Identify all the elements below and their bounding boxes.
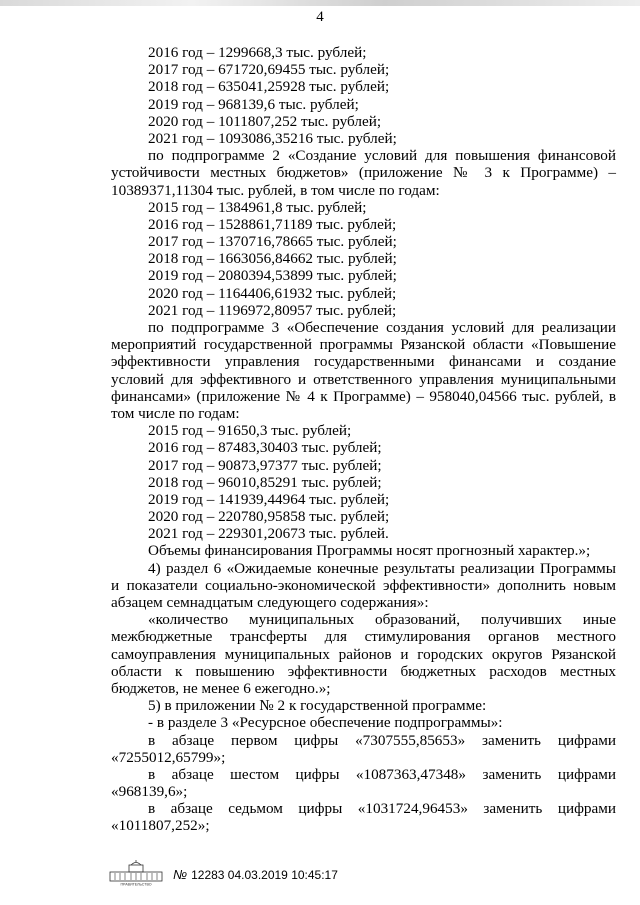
text-line: 4) раздел 6 «Ожидаемые конечные результаты реализации Программы xyxy=(148,559,616,577)
text-line: 2020 год – 1011807,252 тыс. рублей; xyxy=(148,112,382,130)
registration-number xyxy=(173,868,338,882)
text-line: 2015 год – 1384961,8 тыс. рублей; xyxy=(148,198,367,216)
text-line: 10389371,11304 тыс. рублей, в том числе по годам: xyxy=(111,181,440,199)
text-line: 2021 год – 1093086,35216 тыс. рублей; xyxy=(148,129,397,147)
text-line: самоуправления муниципальных районов и городских округов Рязанской xyxy=(111,645,616,663)
text-line: Объемы финансирования Программы носят прогнозный характер.»; xyxy=(148,542,591,560)
scan-edge xyxy=(0,0,640,6)
text-line: 2019 год – 141939,44964 тыс. рублей; xyxy=(148,490,390,508)
text-line: 2016 год – 1299668,3 тыс. рублей; xyxy=(148,44,367,61)
footer-stamp xyxy=(107,860,407,890)
text-line: - в разделе 3 «Ресурсное обеспечение подпрограммы»: xyxy=(148,714,503,732)
text-line: финансами» (приложение № 4 к Программе) – 958040,04566 тыс. рублей, в xyxy=(111,387,616,405)
government-building-logo xyxy=(107,860,165,886)
registration-text: 12283 04.03.2019 10:45:17 xyxy=(191,868,338,882)
text-line: «7255012,65799»; xyxy=(111,748,226,766)
text-line: 2021 год – 229301,20673 тыс. рублей. xyxy=(148,525,389,543)
text-line: 2020 год – 1164406,61932 тыс. рублей; xyxy=(148,284,397,302)
text-line: том числе по годам: xyxy=(111,404,240,422)
text-line: 2021 год – 1196972,80957 тыс. рублей; xyxy=(148,301,397,319)
text-line: в абзаце седьмом цифры «1031724,96453» заменить цифрами xyxy=(148,800,616,818)
number-sign: № xyxy=(173,867,188,882)
text-line: «968139,6»; xyxy=(111,783,188,801)
text-line: «количество муниципальных образований, получивших иные xyxy=(148,611,616,629)
text-line: 2018 год – 635041,25928 тыс. рублей; xyxy=(148,78,390,96)
text-line: и показатели социально-экономической эффективности» дополнить новым xyxy=(111,576,616,594)
text-line: условий для эффективного и ответственного управления муниципальными xyxy=(111,370,616,388)
text-line: 2016 год – 87483,30403 тыс. рублей; xyxy=(148,439,382,457)
logo-caption: ПРАВИТЕЛЬСТВО xyxy=(120,882,152,886)
text-line: межбюджетные трансферты для стимулирования органов местного xyxy=(111,628,616,646)
page-number: 4 xyxy=(316,9,324,25)
text-line: абзацем семнадцатым следующего содержания»: xyxy=(111,594,429,611)
text-line: бюджетов, не менее 6 ежегодно.»; xyxy=(111,679,331,697)
text-line: 2018 год – 1663056,84662 тыс. рублей; xyxy=(148,250,397,268)
text-line: 2019 год – 2080394,53899 тыс. рублей; xyxy=(148,267,397,285)
text-line: 2020 год – 220780,95858 тыс. рублей; xyxy=(148,508,390,526)
text-line: 5) в приложении № 2 к государственной программе: xyxy=(148,697,487,715)
text-line: в абзаце шестом цифры «1087363,47348» заменить цифрами xyxy=(148,765,616,783)
text-line: устойчивости местных бюджетов» (приложение № 3 к Программе) – xyxy=(111,164,616,182)
text-line: 2017 год – 90873,97377 тыс. рублей; xyxy=(148,456,382,474)
text-line: 2017 год – 1370716,78665 тыс. рублей; xyxy=(148,233,397,251)
text-line: 2015 год – 91650,3 тыс. рублей; xyxy=(148,422,352,440)
text-line: по подпрограмме 3 «Обеспечение создания условий для реализации xyxy=(148,319,616,336)
text-line: в абзаце первом цифры «7307555,85653» заменить цифрами xyxy=(148,731,616,749)
document-body xyxy=(111,44,616,835)
text-line: 2018 год – 96010,85291 тыс. рублей; xyxy=(148,473,382,491)
text-line: 2016 год – 1528861,71189 тыс. рублей; xyxy=(148,215,397,233)
text-line: мероприятий государственной программы Рязанской области «Повышение xyxy=(111,336,616,354)
text-line: 2017 год – 671720,69455 тыс. рублей; xyxy=(148,61,390,79)
text-line: эффективности управления государственными финансами и создание xyxy=(111,353,616,371)
text-line: по подпрограмме 2 «Создание условий для повышения финансовой xyxy=(148,147,616,165)
text-line: области к повышению эффективности бюджетных расходов местных xyxy=(111,662,616,680)
text-line: 2019 год – 968139,6 тыс. рублей; xyxy=(148,95,359,113)
text-line: «1011807,252»; xyxy=(111,817,210,835)
